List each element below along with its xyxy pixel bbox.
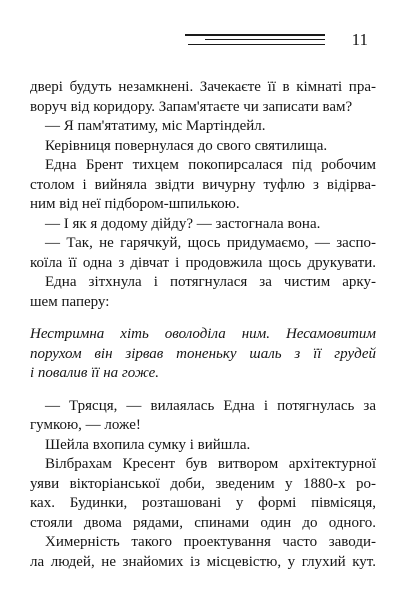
text-line: Химерність такого проектування часто заводи- [45, 534, 376, 550]
page-number: 11 [351, 30, 368, 49]
header-rule [185, 34, 325, 36]
text-line: Керівниця повернулася до свого святилища. [45, 137, 328, 154]
text-line: коїла її одна з дівчат і продовжила щось друкувати. [30, 254, 376, 271]
text-line: Вілбрахам Кресент був витвором архітектурної [45, 456, 376, 472]
page-header [0, 30, 413, 58]
text-line: — Трясця, — вилаялась Една і потягнулась за [45, 397, 376, 414]
header-rule [188, 44, 325, 45]
text-line: — Так, не гарячкуй, щось придумаємо, — заспо- [45, 235, 376, 251]
text-line: Шейла вхопила сумку і вийшла. [45, 436, 251, 453]
header-rule [205, 39, 325, 40]
text-line: гумкою, — ложе! [30, 417, 141, 433]
text-line: двері будуть незамкнені. Зачекаєте її в кімнаті пра- [30, 79, 376, 95]
italic-text-line: порухом він зірвав тоненьку шаль з її грудей [30, 345, 376, 362]
text-line: Една Брент тихцем покопирсалася під робочим [45, 157, 376, 173]
text-line: — І як я додому дійду? — застогнала вона. [45, 215, 321, 232]
text-line: уяви вікторіанської доби, зведеним у 1880-х ро- [30, 475, 376, 492]
italic-text-line: і повалив її на гоже. [30, 365, 160, 381]
text-line: ках. Будинки, розташовані у формі півмісяця, [30, 495, 376, 511]
text-line: столом і вийняла звідти вичурну туфлю з відірва- [30, 176, 376, 193]
text-line: стояли двома рядами, спинами один до одного. [30, 514, 376, 531]
body-text [30, 78, 376, 572]
text-line: шем паперу: [30, 293, 110, 310]
text-line: ла людей, не знайомих із місцевістю, у глухий кут. [30, 553, 376, 570]
text-line: — Я пам'ятатиму, міс Мартіндейл. [45, 118, 266, 134]
text-line: Една зітхнула і потягнулася за чистим арку- [45, 274, 376, 290]
text-line: воруч від коридору. Запам'ятаєте чи записати вам? [30, 98, 353, 115]
text-line: ним від неї підбором-шпилькою. [30, 196, 240, 212]
italic-text-line: Нестримна хіть оволоділа ним. Несамовитим [30, 326, 376, 342]
